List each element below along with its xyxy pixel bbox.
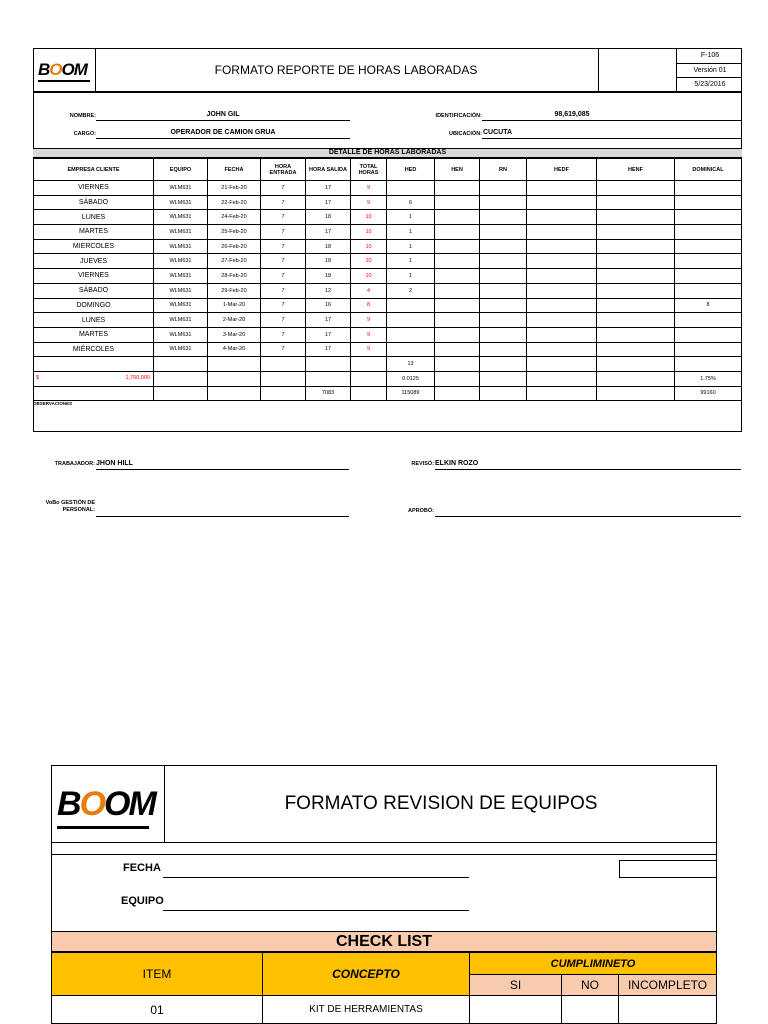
- nombre-value: JOHN GIL: [206, 111, 240, 118]
- hedf-cell: [527, 254, 597, 269]
- equipo-line: [163, 910, 469, 911]
- hours-report-title: FORMATO REPORTE DE HORAS LABORADAS: [214, 63, 478, 77]
- hen-cell: [435, 225, 480, 240]
- col-hed: HED: [387, 159, 435, 181]
- cargo-value: OPERADOR DE CAMION GRUA: [170, 129, 276, 136]
- day-cell: DOMINGO: [34, 298, 154, 313]
- nombre-line: [96, 120, 350, 121]
- table-row: [34, 181, 742, 196]
- concepto-cell: KIT DE HERRAMIENTAS: [262, 995, 470, 1024]
- reviso-line: [435, 469, 741, 470]
- day-cell: JUEVES: [34, 254, 154, 269]
- trabajador-value: JHON HILL: [96, 460, 133, 467]
- dominical-cell: [675, 313, 742, 328]
- salida-cell: 17: [306, 225, 351, 240]
- henf-cell: [597, 181, 675, 196]
- equipo-cell: WLM631: [154, 283, 208, 298]
- totals-row-1: [34, 357, 742, 372]
- equipment-review-form: [51, 765, 717, 1024]
- henf-cell: [597, 225, 675, 240]
- hed-cell: [387, 313, 435, 328]
- total-cell: 10: [351, 269, 387, 284]
- day-cell: VIERNES: [34, 181, 154, 196]
- detalle-horas-band: DETALLE DE HORAS LABORADAS: [33, 148, 742, 158]
- day-cell: SÁBADO: [34, 283, 154, 298]
- equipo-cell: WLM631: [154, 269, 208, 284]
- rn-cell: [480, 313, 527, 328]
- salida-total: 7083: [306, 386, 351, 401]
- equipo-cell: WLM631: [154, 342, 208, 357]
- col-dominical: DOMINICAL: [675, 159, 742, 181]
- entrada-cell: 7: [261, 283, 306, 298]
- fecha-cell: 1-Mar-20: [208, 298, 261, 313]
- rn-cell: [480, 298, 527, 313]
- entrada-cell: 7: [261, 269, 306, 284]
- table-row: [34, 342, 742, 357]
- day-cell: MIÉRCOLES: [34, 342, 154, 357]
- hours-table-header: [34, 159, 742, 181]
- hen-cell: [435, 313, 480, 328]
- vobo-label-2: PERSONAL:: [62, 507, 95, 513]
- hen-cell: [435, 254, 480, 269]
- salida-cell: 16: [306, 298, 351, 313]
- form-code: F-106: [700, 52, 720, 59]
- trabajador-label: TRABAJADOR:: [54, 461, 95, 467]
- dominical-cell: [675, 254, 742, 269]
- equipo-cell: WLM631: [154, 313, 208, 328]
- hed-cell: 1: [387, 254, 435, 269]
- col-hora-salida: HORA SALIDA: [306, 159, 351, 181]
- salary-value: 1,700,000: [125, 374, 150, 381]
- henf-cell: [597, 283, 675, 298]
- col-hora-entrada: HORA ENTRADA: [261, 159, 306, 181]
- entrada-cell: 7: [261, 342, 306, 357]
- hours-table: [33, 158, 742, 401]
- salida-cell: 17: [306, 327, 351, 342]
- equipo-cell: WLM631: [154, 298, 208, 313]
- hedf-cell: [527, 342, 597, 357]
- fecha-line: [163, 877, 469, 878]
- hedf-cell: [527, 313, 597, 328]
- henf-cell: [597, 313, 675, 328]
- fecha-cell: 27-Feb-20: [208, 254, 261, 269]
- equipment-review-title: FORMATO REVISION DE EQUIPOS: [284, 792, 598, 814]
- fecha-box: [619, 860, 717, 878]
- hen-cell: [435, 283, 480, 298]
- hen-cell: [435, 342, 480, 357]
- entrada-cell: 7: [261, 225, 306, 240]
- dominical-cell: [675, 283, 742, 298]
- hours-table-totals: [34, 357, 742, 401]
- total-cell: 10: [351, 254, 387, 269]
- fecha-cell: 29-Feb-20: [208, 283, 261, 298]
- salida-cell: 18: [306, 210, 351, 225]
- ubicacion-value: CUCUTA: [483, 129, 513, 136]
- dominical-cell: [675, 181, 742, 196]
- dominical-value: 99160: [675, 386, 742, 401]
- day-cell: VIERNES: [34, 269, 154, 284]
- hedf-cell: [527, 283, 597, 298]
- equipo-cell: WLM631: [154, 254, 208, 269]
- henf-cell: [597, 327, 675, 342]
- hen-cell: [435, 298, 480, 313]
- hedf-cell: [527, 298, 597, 313]
- table-row: [34, 195, 742, 210]
- hours-table-body: [34, 181, 742, 357]
- day-cell: SÁBADO: [34, 195, 154, 210]
- fecha-cell: 28-Feb-20: [208, 269, 261, 284]
- equipo-cell: WLM631: [154, 195, 208, 210]
- entrada-cell: 7: [261, 210, 306, 225]
- salida-cell: 18: [306, 269, 351, 284]
- fecha-cell: 3-Mar-20: [208, 327, 261, 342]
- hed-cell: 6: [387, 195, 435, 210]
- rn-cell: [480, 327, 527, 342]
- identificacion-label: IDENTIFICACIÓN:: [435, 113, 482, 119]
- henf-cell: [597, 298, 675, 313]
- equipo-cell: WLM631: [154, 239, 208, 254]
- form-date: 5/23/2016: [694, 81, 726, 88]
- si-header: SI: [469, 974, 562, 996]
- hen-cell: [435, 195, 480, 210]
- rn-cell: [480, 254, 527, 269]
- henf-cell: [597, 210, 675, 225]
- entrada-cell: 7: [261, 195, 306, 210]
- total-cell: 9: [351, 181, 387, 196]
- henf-cell: [597, 342, 675, 357]
- total-cell: 9: [351, 342, 387, 357]
- hen-cell: [435, 269, 480, 284]
- boom-logo: BOOM: [38, 60, 87, 79]
- logo-underline: [38, 80, 90, 82]
- totals-row-3: [34, 386, 742, 401]
- henf-cell: [597, 195, 675, 210]
- day-cell: LUNES: [34, 313, 154, 328]
- incompleto-checkbox-cell[interactable]: [618, 995, 717, 1024]
- entrada-cell: 7: [261, 313, 306, 328]
- rn-cell: [480, 181, 527, 196]
- rn-cell: [480, 342, 527, 357]
- hed-cell: [387, 298, 435, 313]
- salida-cell: 12: [306, 283, 351, 298]
- henf-cell: [597, 239, 675, 254]
- ubicacion-line: [482, 138, 742, 139]
- table-row: [34, 313, 742, 328]
- hedf-cell: [527, 181, 597, 196]
- fecha-cell: 21-Feb-20: [208, 181, 261, 196]
- hedf-cell: [527, 239, 597, 254]
- rn-cell: [480, 225, 527, 240]
- dominical-cell: 8: [675, 298, 742, 313]
- hed-cell: [387, 342, 435, 357]
- vobo-line: [96, 516, 349, 517]
- fecha-cell: 22-Feb-20: [208, 195, 261, 210]
- currency-symbol: $: [36, 374, 40, 381]
- checklist-title: CHECK LIST: [51, 931, 717, 952]
- entrada-cell: 7: [261, 327, 306, 342]
- hours-report-header: [33, 48, 742, 92]
- item-cell: 01: [51, 995, 263, 1024]
- equipo-cell: WLM631: [154, 181, 208, 196]
- col-equipo: EQUIPO: [154, 159, 208, 181]
- hedf-cell: [527, 269, 597, 284]
- total-cell: 9: [351, 313, 387, 328]
- salida-cell: 18: [306, 254, 351, 269]
- cumplimiento-header: CUMPLIMINETO: [469, 952, 717, 975]
- rn-cell: [480, 195, 527, 210]
- totals-row-2: [34, 371, 742, 386]
- identificacion-value: 98,619,085: [554, 111, 590, 118]
- dominical-rate: 1.75%: [675, 371, 742, 386]
- salary-cell: [34, 371, 154, 386]
- hen-cell: [435, 181, 480, 196]
- entrada-cell: 7: [261, 239, 306, 254]
- henf-cell: [597, 254, 675, 269]
- rn-cell: [480, 210, 527, 225]
- nombre-label: NOMBRE:: [69, 113, 96, 119]
- table-row: [34, 327, 742, 342]
- col-empresa-cliente: EMPRESA CLIENTE: [34, 159, 154, 181]
- col-total-horas: TOTAL HORAS: [351, 159, 387, 181]
- logo-large-underline: [57, 826, 149, 829]
- rn-cell: [480, 283, 527, 298]
- rn-cell: [480, 269, 527, 284]
- dominical-cell: [675, 225, 742, 240]
- identificacion-line: [482, 120, 742, 121]
- vobo-label-1: VoBo GESTIÓN DE: [45, 500, 95, 506]
- hen-cell: [435, 210, 480, 225]
- hedf-cell: [527, 210, 597, 225]
- incompleto-header: INCOMPLETO: [618, 974, 717, 996]
- hed-cell: 1: [387, 210, 435, 225]
- observaciones-label: OBSERVACIONES: [33, 401, 73, 406]
- concepto-header: CONCEPTO: [262, 952, 470, 996]
- hedf-cell: [527, 327, 597, 342]
- col-rn: RN: [480, 159, 527, 181]
- total-cell: 10: [351, 225, 387, 240]
- fecha-cell: 4-Mar-20: [208, 342, 261, 357]
- entrada-cell: 7: [261, 254, 306, 269]
- hours-report-form: [33, 48, 742, 432]
- total-cell: 4: [351, 283, 387, 298]
- total-cell: 9: [351, 327, 387, 342]
- salida-cell: 17: [306, 195, 351, 210]
- table-row: [34, 283, 742, 298]
- table-row: [34, 269, 742, 284]
- day-cell: MIERCOLES: [34, 239, 154, 254]
- cargo-label: CARGO:: [73, 131, 96, 137]
- no-header: NO: [561, 974, 619, 996]
- salida-cell: 18: [306, 239, 351, 254]
- col-fecha: FECHA: [208, 159, 261, 181]
- fecha-cell: 26-Feb-20: [208, 239, 261, 254]
- equipo-cell: WLM631: [154, 327, 208, 342]
- dominical-cell: [675, 195, 742, 210]
- rn-cell: [480, 239, 527, 254]
- aprobo-line: [435, 516, 741, 517]
- table-row: [34, 225, 742, 240]
- hed-cell: 1: [387, 239, 435, 254]
- cargo-line: [96, 138, 350, 139]
- total-cell: 10: [351, 239, 387, 254]
- dominical-cell: [675, 269, 742, 284]
- day-cell: MARTES: [34, 327, 154, 342]
- table-row: [34, 239, 742, 254]
- total-cell: 8: [351, 298, 387, 313]
- hedf-cell: [527, 195, 597, 210]
- hed-cell: 2: [387, 283, 435, 298]
- hen-cell: [435, 239, 480, 254]
- hedf-cell: [527, 225, 597, 240]
- reviso-label: REVISÓ:: [411, 461, 434, 467]
- boom-logo-large: BOOM: [57, 785, 155, 823]
- hed-cell: [387, 181, 435, 196]
- hed-value: 115089: [387, 386, 435, 401]
- total-cell: 10: [351, 210, 387, 225]
- dominical-cell: [675, 327, 742, 342]
- hed-total: 13: [387, 357, 435, 372]
- col-hedf: HEDF: [527, 159, 597, 181]
- table-row: [34, 210, 742, 225]
- salida-cell: 17: [306, 342, 351, 357]
- entrada-cell: 7: [261, 298, 306, 313]
- equipo-cell: WLM631: [154, 210, 208, 225]
- form-version: Versión 01: [693, 67, 727, 74]
- dominical-cell: [675, 342, 742, 357]
- hed-cell: 1: [387, 269, 435, 284]
- hed-rate: 0.0125: [387, 371, 435, 386]
- equipo-cell: WLM631: [154, 225, 208, 240]
- item-header: ITEM: [51, 952, 263, 996]
- trabajador-line: [96, 469, 349, 470]
- hed-cell: [387, 327, 435, 342]
- salida-cell: 17: [306, 313, 351, 328]
- dominical-cell: [675, 239, 742, 254]
- entrada-cell: 7: [261, 181, 306, 196]
- ubicacion-label: UBICACIÓN:: [449, 131, 482, 137]
- aprobo-label: APROBÓ:: [408, 508, 434, 514]
- salida-cell: 17: [306, 181, 351, 196]
- reviso-value: ELKIN ROZO: [435, 460, 479, 467]
- total-cell: 9: [351, 195, 387, 210]
- equipo-label: EQUIPO: [121, 895, 164, 907]
- fecha-cell: 25-Feb-20: [208, 225, 261, 240]
- hen-cell: [435, 327, 480, 342]
- day-cell: LUNES: [34, 210, 154, 225]
- no-checkbox-cell[interactable]: [561, 995, 619, 1024]
- col-henf: HENF: [597, 159, 675, 181]
- dominical-cell: [675, 210, 742, 225]
- fecha-cell: 2-Mar-20: [208, 313, 261, 328]
- fecha-label: FECHA: [123, 862, 161, 874]
- table-row: [34, 254, 742, 269]
- col-hen: HEN: [435, 159, 480, 181]
- hed-cell: 1: [387, 225, 435, 240]
- day-cell: MARTES: [34, 225, 154, 240]
- table-row: [34, 298, 742, 313]
- si-checkbox-cell[interactable]: [469, 995, 562, 1024]
- henf-cell: [597, 269, 675, 284]
- fecha-cell: 24-Feb-20: [208, 210, 261, 225]
